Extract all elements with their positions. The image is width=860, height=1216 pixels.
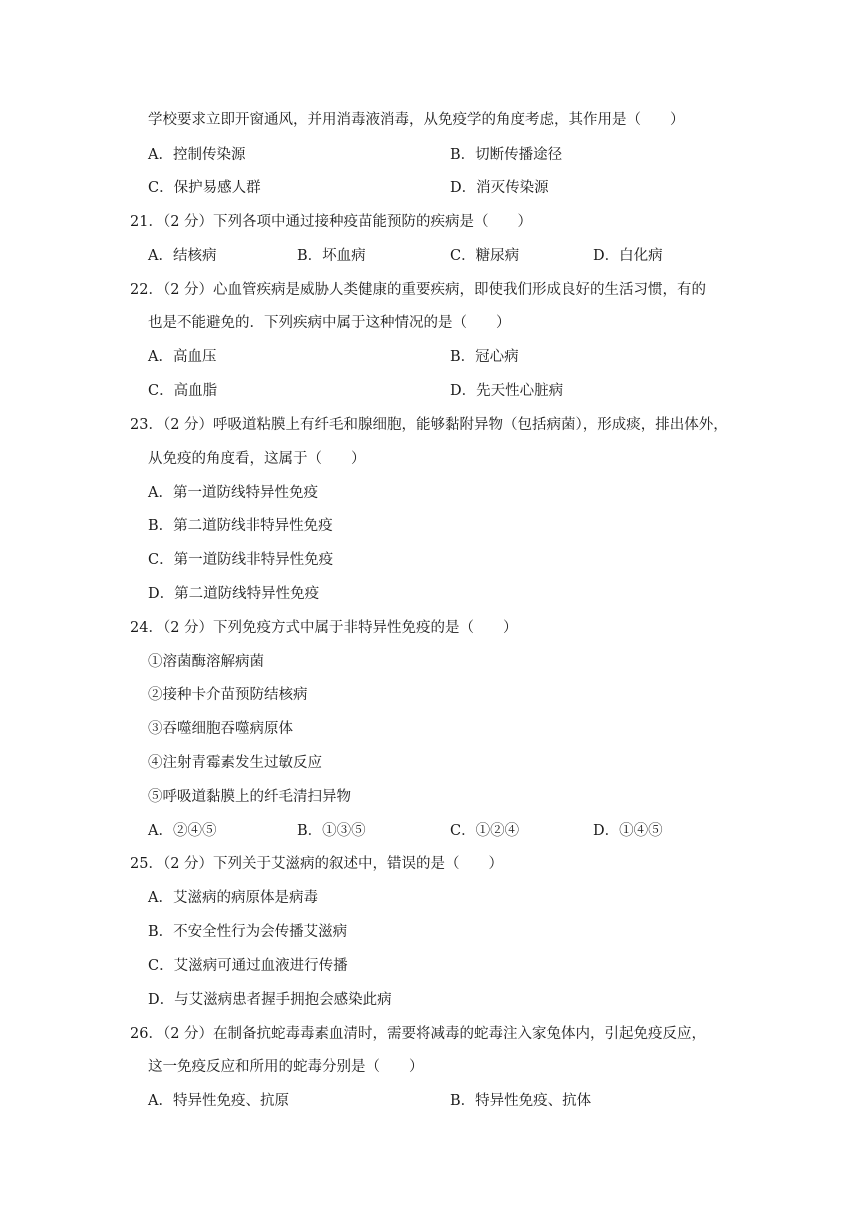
q22-option-c[interactable]: C．高血脂 bbox=[148, 383, 218, 399]
q24-item-3: ③吞噬细胞吞噬病原体 bbox=[148, 721, 293, 737]
q22-option-a[interactable]: A．高血压 bbox=[148, 349, 217, 365]
q25-option-b[interactable]: B．不安全性行为会传播艾滋病 bbox=[148, 924, 348, 940]
q26-option-a[interactable]: A．特异性免疫、抗原 bbox=[148, 1093, 289, 1109]
q21-stem: 21．（2 分）下列各项中通过接种疫苗能预防的疾病是（ ） bbox=[130, 214, 533, 230]
q24-item-2: ②接种卡介苗预防结核病 bbox=[148, 687, 308, 703]
q25-option-a[interactable]: A．艾滋病的病原体是病毒 bbox=[148, 890, 318, 906]
q22-option-b[interactable]: B．冠心病 bbox=[450, 349, 519, 365]
q26-option-b[interactable]: B．特异性免疫、抗体 bbox=[450, 1093, 592, 1109]
q23-option-b[interactable]: B．第二道防线非特异性免疫 bbox=[148, 518, 333, 534]
q23-option-d[interactable]: D．第二道防线特异性免疫 bbox=[148, 586, 320, 602]
q23-stem-line2: 从免疫的角度看，这属于（ ） bbox=[148, 451, 366, 467]
q24-item-4: ④注射青霉素发生过敏反应 bbox=[148, 755, 322, 771]
q24-option-b[interactable]: B．①③⑤ bbox=[297, 823, 366, 839]
q25-option-c[interactable]: C．艾滋病可通过血液进行传播 bbox=[148, 958, 348, 974]
q26-stem-line2: 这一免疫反应和所用的蛇毒分别是（ ） bbox=[148, 1059, 424, 1075]
q24-item-1: ①溶菌酶溶解病菌 bbox=[148, 654, 264, 670]
q23-option-a[interactable]: A．第一道防线特异性免疫 bbox=[148, 485, 318, 501]
q21-option-c[interactable]: C．糖尿病 bbox=[450, 248, 520, 264]
q26-stem-line1: 26．（2 分）在制备抗蛇毒毒素血清时，需要将减毒的蛇毒注入家兔体内，引起免疫反应， bbox=[130, 1026, 707, 1042]
q23-stem-line1: 23．（2 分）呼吸道粘膜上有纤毛和腺细胞，能够黏附异物（包括病菌），形成痰，排出体外， bbox=[130, 417, 728, 433]
q20-option-b[interactable]: B．切断传播途径 bbox=[450, 147, 563, 163]
q20-option-a[interactable]: A．控制传染源 bbox=[148, 147, 246, 163]
q24-option-c[interactable]: C．①②④ bbox=[450, 823, 520, 839]
q22-stem-line2: 也是不能避免的．下列疾病中属于这种情况的是（ ） bbox=[148, 315, 511, 331]
q22-option-d[interactable]: D．先天性心脏病 bbox=[450, 383, 564, 399]
q23-option-c[interactable]: C．第一道防线非特异性免疫 bbox=[148, 552, 334, 568]
q21-option-d[interactable]: D．白化病 bbox=[593, 248, 663, 264]
q24-stem: 24．（2 分）下列免疫方式中属于非特异性免疫的是（ ） bbox=[130, 620, 518, 636]
q20-option-d[interactable]: D．消灭传染源 bbox=[450, 180, 549, 196]
q22-stem-line1: 22．（2 分）心血管疾病是威胁人类健康的重要疾病，即使我们形成良好的生活习惯，有的 bbox=[130, 282, 707, 298]
q24-option-d[interactable]: D．①④⑤ bbox=[593, 823, 663, 839]
q21-option-a[interactable]: A．结核病 bbox=[148, 248, 217, 264]
q24-option-a[interactable]: A．②④⑤ bbox=[148, 823, 217, 839]
q20-stem-continuation: 学校要求立即开窗通风，并用消毒液消毒，从免疫学的角度考虑，其作用是（ ） bbox=[148, 112, 685, 128]
q20-option-c[interactable]: C．保护易感人群 bbox=[148, 180, 261, 196]
q21-option-b[interactable]: B．坏血病 bbox=[297, 248, 366, 264]
q24-item-5: ⑤呼吸道黏膜上的纤毛清扫异物 bbox=[148, 789, 351, 805]
q25-option-d[interactable]: D．与艾滋病患者握手拥抱会感染此病 bbox=[148, 992, 392, 1008]
q25-stem: 25．（2 分）下列关于艾滋病的叙述中，错误的是（ ） bbox=[130, 856, 504, 872]
